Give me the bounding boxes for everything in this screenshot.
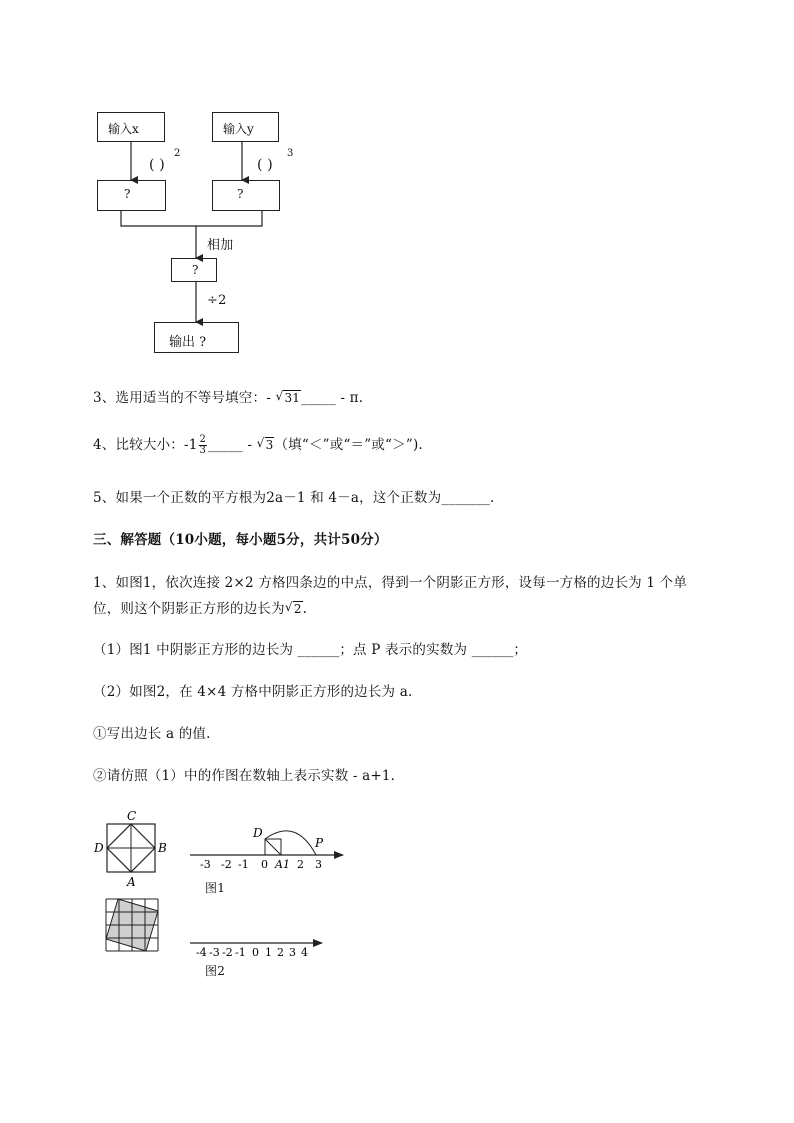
problem-1-line-1: 1、如图1，依次连接 2×2 方格四条边的中点，得到一个阴影正方形，设每一方格的边长为 1 个单 (93, 575, 688, 591)
tick2-0: 0 (252, 946, 259, 959)
tick-label-neg1: -1 (238, 858, 249, 871)
tick-label-a1: A1 (275, 858, 290, 871)
tick2-neg4: -4 (196, 946, 207, 959)
flowchart-connectors (0, 0, 400, 360)
figure-1-caption: 图1 (205, 881, 226, 895)
unit-square-diagonal (265, 839, 281, 855)
problem-1-sub-2: ②请仿照（1）中的作图在数轴上表示实数 - a+1. (93, 768, 396, 784)
question-3 (93, 386, 363, 406)
tick2-neg3: -3 (209, 946, 220, 959)
problem-1-part-2: （2）如图2，在 4×4 方格中阴影正方形的边长为 a. (93, 684, 413, 700)
q4-prefix: 4、比较大小：-1 (93, 437, 198, 453)
label-p: P (315, 836, 324, 850)
question-4 (93, 433, 423, 456)
tick2-neg2: -2 (222, 946, 233, 959)
q4-frac-num: 2 (199, 434, 207, 445)
label-b: B (158, 841, 167, 855)
tick-label-2: 2 (297, 858, 304, 871)
merge-connector (121, 211, 262, 226)
problem-1-radicand: 2 (293, 602, 302, 616)
tick2-2: 2 (277, 946, 284, 959)
output-label: 输出 ? (169, 335, 207, 350)
tick-label-neg2: -2 (221, 858, 232, 871)
square-result-label: ? (124, 187, 131, 201)
compass-arc (265, 831, 316, 855)
q3-suffix: - π. (335, 390, 364, 406)
q3-radicand: 31 (284, 391, 301, 405)
tick2-1: 1 (265, 946, 272, 959)
figure-2-caption: 图2 (205, 964, 226, 978)
divide-label: ÷2 (207, 293, 227, 308)
cube-exponent: 3 (287, 148, 294, 159)
section-3-heading: 三、解答题（10小题，每小题5分，共计50分） (93, 532, 388, 548)
label-d-axis: D (253, 826, 263, 840)
problem-1-line-2 (93, 597, 307, 617)
cube-result-label: ? (237, 187, 244, 201)
label-a: A (127, 875, 136, 889)
label-c: C (127, 809, 137, 823)
problem-1-line-2-prefix: 位，则这个阴影正方形的边长为 (93, 601, 285, 617)
q3-prefix: 3、选用适当的不等号填空：- (93, 390, 276, 406)
tick2-3: 3 (289, 946, 296, 959)
q3-sqrt (275, 390, 301, 406)
combine-label: 相加 (207, 238, 234, 253)
tick-label-0: 0 (261, 858, 268, 871)
grid-lines-4x4 (106, 899, 158, 951)
input-x-label: 输入x (108, 122, 139, 136)
problem-1-sqrt (285, 601, 303, 617)
problem-1-line-2-suffix: . (302, 601, 308, 617)
figure-1-grid (90, 806, 180, 891)
input-y-label: 输入y (223, 122, 254, 136)
tick-label-3: 3 (315, 858, 322, 871)
q4-blank: _____ (208, 437, 243, 453)
problem-1-part-1: （1）图1 中阴影正方形的边长为 ______；点 P 表示的实数为 ______； (93, 642, 528, 658)
question-5: 5、如果一个正数的平方根为2a－1 和 4－a，这个正数为_______. (93, 490, 495, 506)
label-d: D (94, 841, 104, 855)
q4-frac-den: 3 (199, 445, 207, 456)
problem-1-sub-1: ①写出边长 a 的值. (93, 726, 211, 742)
q4-suffix: （填“＜”或“＝”或“＞”). (274, 437, 423, 453)
cube-operation-label: ( ) (257, 157, 273, 173)
figure-2-grid (104, 897, 164, 957)
figure-2-number-line (188, 932, 328, 962)
q4-radicand: 3 (265, 438, 274, 452)
square-exponent: 2 (174, 148, 181, 159)
q4-fraction (199, 435, 208, 456)
square-operation-label: ( ) (149, 157, 165, 173)
sum-label: ? (192, 263, 199, 277)
tick2-4: 4 (301, 946, 308, 959)
tick-label-neg3: -3 (200, 858, 211, 871)
q4-mid: - (242, 437, 257, 453)
tick2-neg1: -1 (235, 946, 246, 959)
q4-sqrt (257, 437, 275, 453)
q3-blank: _____ (301, 390, 336, 406)
